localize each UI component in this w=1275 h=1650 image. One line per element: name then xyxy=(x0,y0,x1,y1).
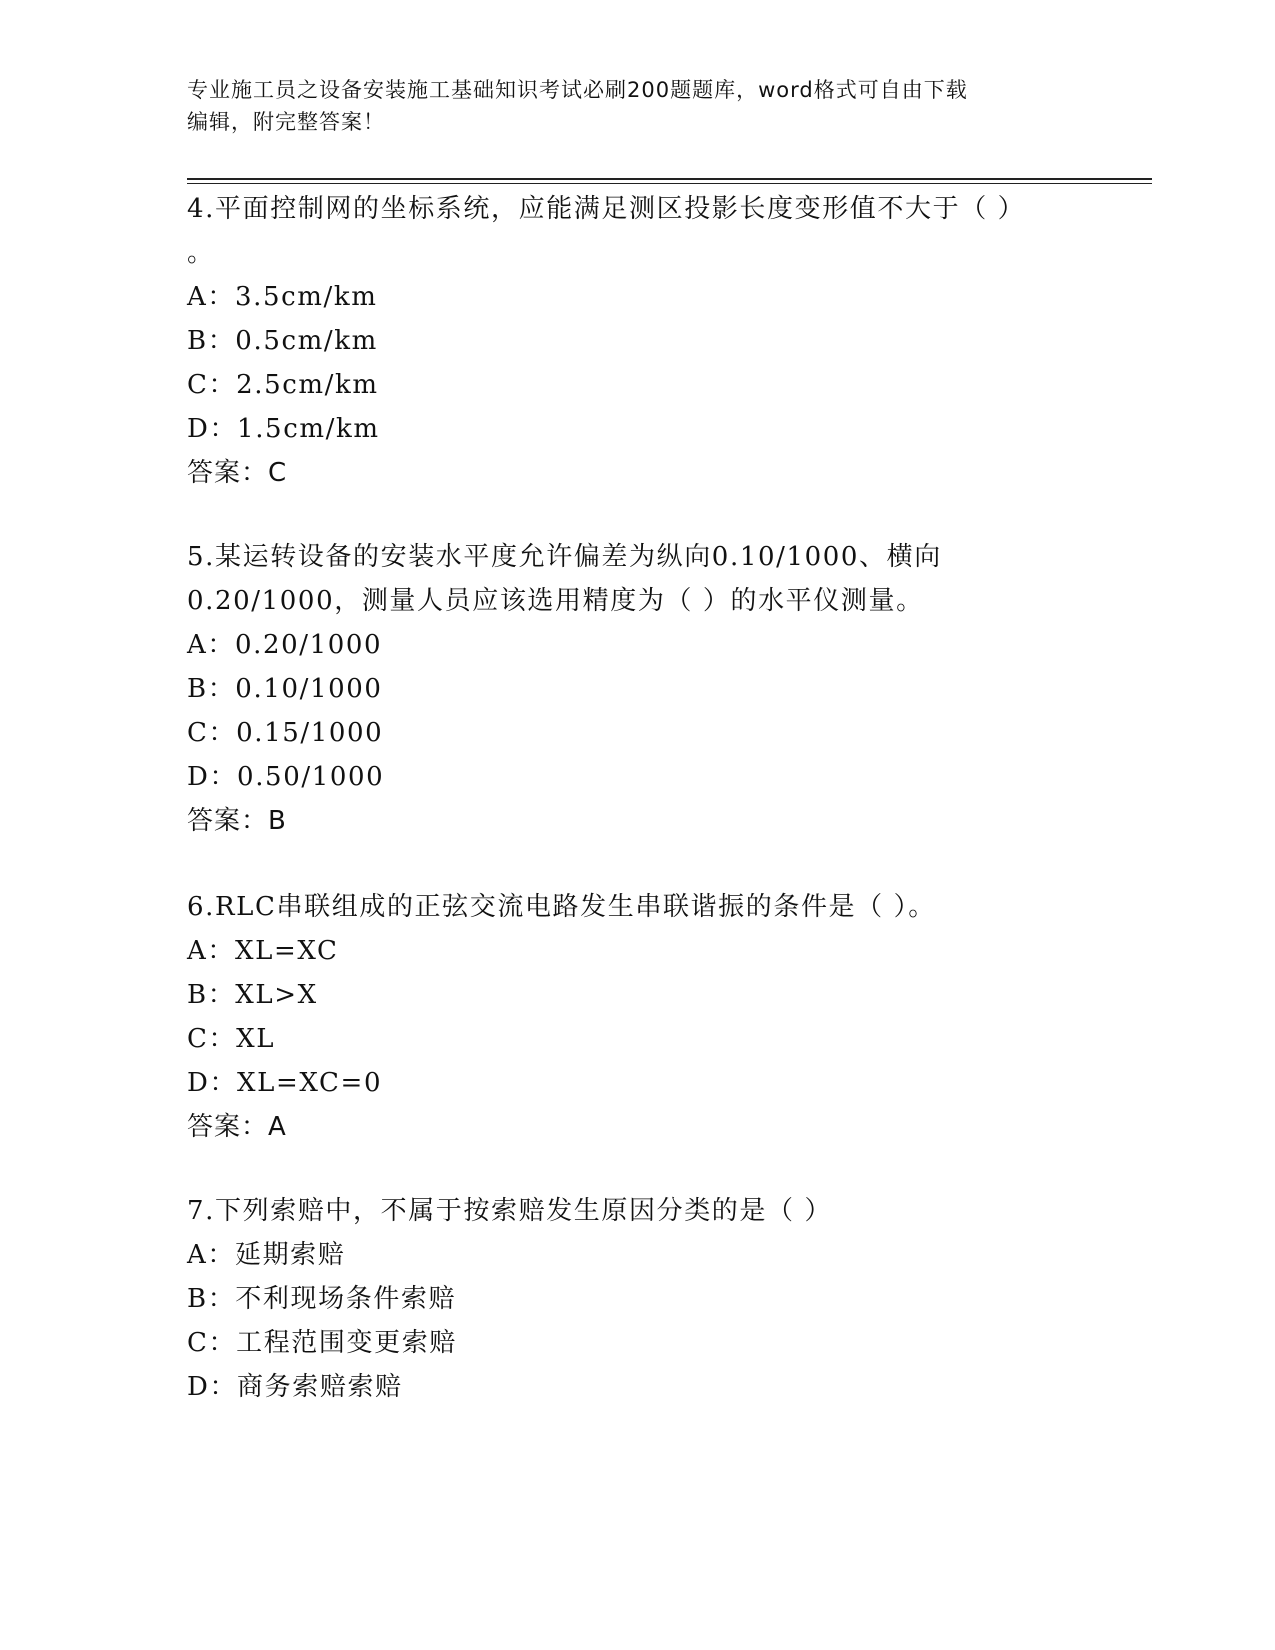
question-5-stem-line-2: 0.20/1000，测量人员应该选用精度为（ ）的水平仪测量。 xyxy=(187,586,924,616)
question-7-option-a: A：延期索赔 xyxy=(187,1240,346,1270)
question-4-stem-line-1: 4.平面控制网的坐标系统，应能满足测区投影长度变形值不大于（ ） xyxy=(187,194,1026,224)
question-7-option-d: D：商务索赔索赔 xyxy=(187,1372,403,1402)
question-4-option-b: B：0.5cm/km xyxy=(187,326,378,356)
question-6-stem: 6.RLC串联组成的正弦交流电路发生串联谐振的条件是（ ）。 xyxy=(187,892,936,922)
question-4-answer: 答案：C xyxy=(187,458,288,488)
header-line-1: 专业施工员之设备安装施工基础知识考试必刷200题题库，word格式可自由下载 xyxy=(187,78,968,102)
question-4-option-c: C：2.5cm/km xyxy=(187,370,379,400)
question-4-option-a: A：3.5cm/km xyxy=(187,282,378,312)
question-6-option-c: C：XL xyxy=(187,1024,276,1054)
question-5-option-a: A：0.20/1000 xyxy=(187,630,383,660)
question-7-option-b: B：不利现场条件索赔 xyxy=(187,1284,457,1314)
question-4-stem-line-2: 。 xyxy=(187,238,215,268)
question-5-option-c: C：0.15/1000 xyxy=(187,718,384,748)
question-4-option-d: D：1.5cm/km xyxy=(187,414,380,444)
question-7-option-c: C：工程范围变更索赔 xyxy=(187,1328,457,1358)
document-header xyxy=(187,74,1067,138)
header-divider-thick xyxy=(187,178,1152,180)
question-6-answer: 答案：A xyxy=(187,1112,287,1142)
question-5-answer: 答案：B xyxy=(187,806,287,836)
question-5-option-b: B：0.10/1000 xyxy=(187,674,383,704)
question-5-stem-line-1: 5.某运转设备的安装水平度允许偏差为纵向0.10/1000、横向 xyxy=(187,542,942,572)
question-6-option-b: B：XL>X xyxy=(187,980,318,1010)
header-line-2: 编辑，附完整答案！ xyxy=(187,110,385,134)
header-divider-thin xyxy=(187,183,1152,184)
question-6-option-a: A：XL=XC xyxy=(187,936,339,966)
question-6-option-d: D：XL=XC=0 xyxy=(187,1068,383,1098)
question-7-stem: 7.下列索赔中，不属于按索赔发生原因分类的是（ ） xyxy=(187,1196,833,1226)
question-5-option-d: D：0.50/1000 xyxy=(187,762,385,792)
